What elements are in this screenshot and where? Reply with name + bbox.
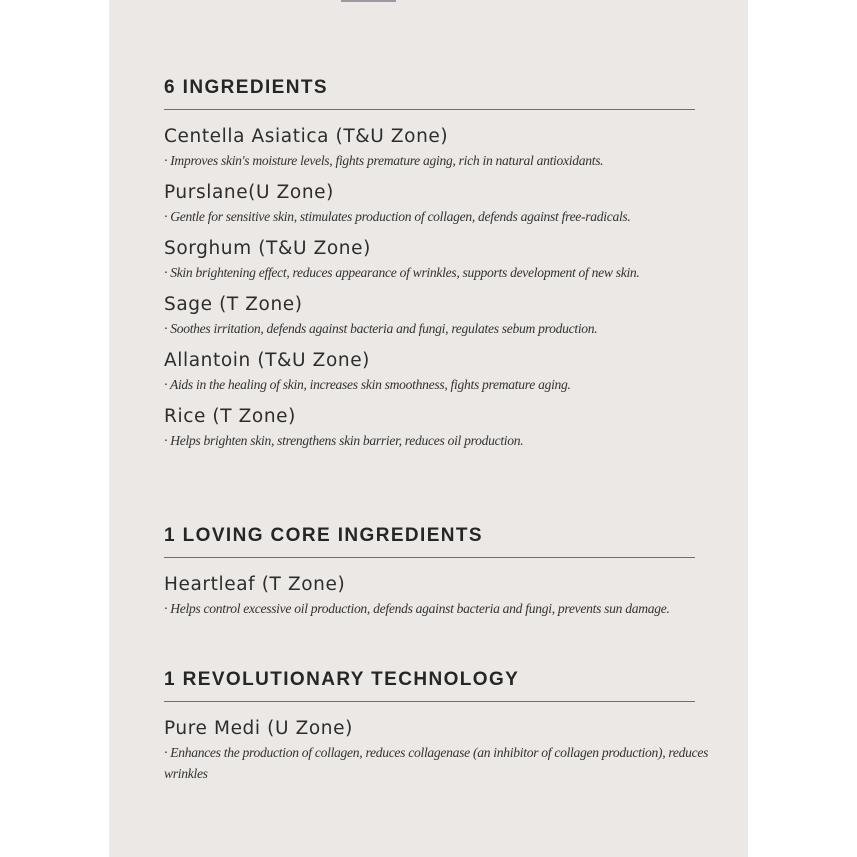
ingredient-name: Centella Asiatica (T&U Zone) [164, 126, 449, 147]
top-edge-mark [341, 0, 396, 2]
ingredient-list [164, 572, 696, 619]
ingredient-item [164, 124, 696, 171]
section-divider [164, 701, 695, 702]
section-technology [164, 669, 709, 793]
ingredient-name: Allantoin (T&U Zone) [164, 350, 370, 371]
ingredients-panel [109, 0, 748, 857]
ingredient-name: Pure Medi (U Zone) [164, 718, 353, 739]
section-core-ingredients [164, 525, 696, 628]
ingredient-description: · Improves skin's moisture levels, fights premature aging, rich in natural antioxidants. [164, 153, 604, 168]
ingredient-description: · Aids in the healing of skin, increases skin smoothness, fights premature aging. [164, 377, 571, 392]
section-ingredients [164, 77, 696, 460]
section-divider [164, 109, 695, 110]
ingredient-description: · Soothes irritation, defends against bacteria and fungi, regulates sebum production. [164, 321, 598, 336]
ingredient-name: Sage (T Zone) [164, 294, 303, 315]
section-title: 1 REVOLUTIONARY TECHNOLOGY [164, 669, 520, 690]
ingredient-name: Rice (T Zone) [164, 406, 296, 427]
ingredient-name: Heartleaf (T Zone) [164, 574, 346, 595]
ingredient-list [164, 124, 696, 451]
section-title: 1 LOVING CORE INGREDIENTS [164, 525, 483, 546]
ingredient-item [164, 716, 709, 784]
ingredient-description: · Skin brightening effect, reduces appearance of wrinkles, supports development of new skin. [164, 265, 640, 280]
ingredient-item [164, 236, 696, 283]
ingredient-list [164, 716, 709, 784]
ingredient-name: Purslane(U Zone) [164, 182, 334, 203]
ingredient-description: · Helps control excessive oil production, defends against bacteria and fungi, prevents sun damage. [164, 601, 670, 616]
ingredient-item [164, 348, 696, 395]
section-title: 6 INGREDIENTS [164, 77, 328, 98]
ingredient-item [164, 404, 696, 451]
ingredient-name: Sorghum (T&U Zone) [164, 238, 371, 259]
ingredient-item [164, 180, 696, 227]
ingredient-item [164, 292, 696, 339]
section-divider [164, 557, 695, 558]
ingredient-description: · Helps brighten skin, strengthens skin barrier, reduces oil production. [164, 433, 524, 448]
ingredient-description: · Gentle for sensitive skin, stimulates production of collagen, defends against free-radicals. [164, 209, 631, 224]
ingredient-description: · Enhances the production of collagen, reduces collagenase (an inhibitor of collagen production), reduces wrinkles [164, 745, 709, 781]
ingredient-item [164, 572, 696, 619]
